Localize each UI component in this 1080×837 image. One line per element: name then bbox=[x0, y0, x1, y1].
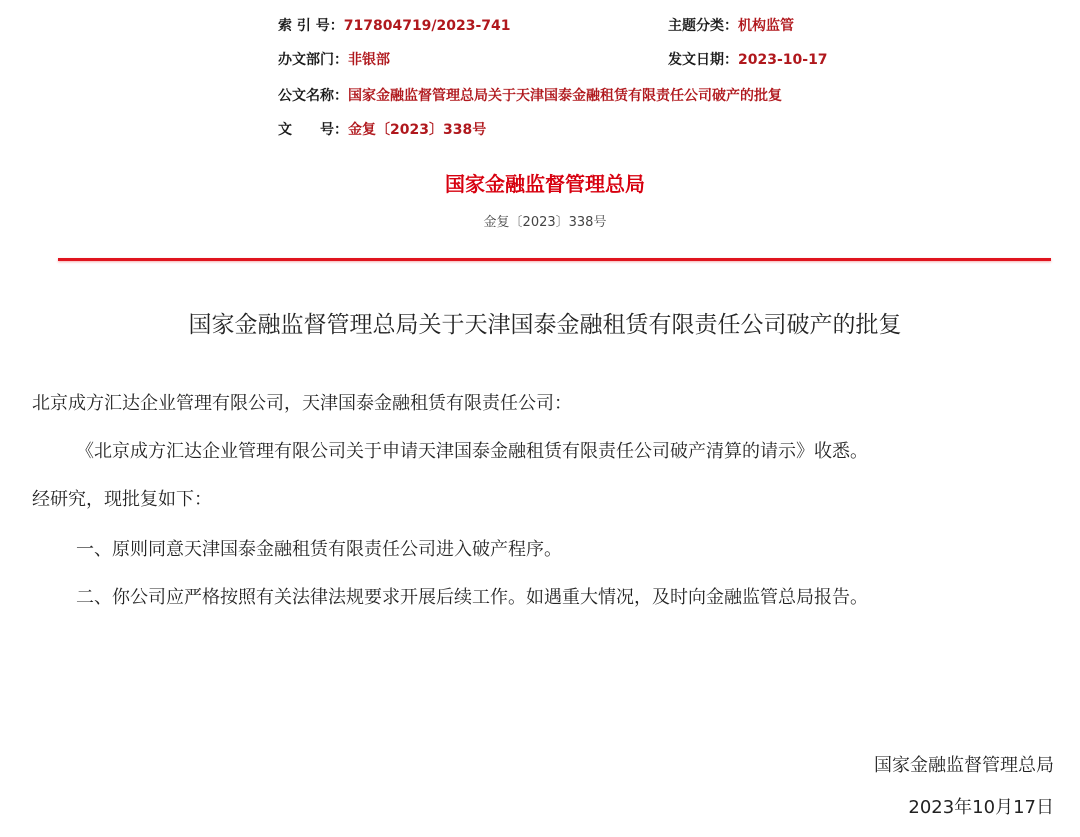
header-divider bbox=[58, 258, 1051, 261]
meta-date bbox=[668, 50, 828, 70]
meta-docno-value: 金复〔2023〕338号 bbox=[348, 122, 487, 138]
meta-topic bbox=[668, 16, 794, 36]
meta-topic-label: 主题分类： bbox=[668, 18, 738, 34]
meta-docno-label: 文 号： bbox=[278, 122, 348, 138]
document-title: 国家金融监督管理总局关于天津国泰金融租赁有限责任公司破产的批复 bbox=[188, 312, 902, 338]
issuer-heading: 国家金融监督管理总局 bbox=[445, 172, 645, 196]
signature-date: 2023年10月17日 bbox=[908, 797, 1054, 818]
meta-dept-label: 办文部门： bbox=[278, 52, 348, 68]
body-paragraph-line-1: 《北京成方汇达企业管理有限公司关于申请天津国泰金融租赁有限责任公司破产清算的请示》收悉。 bbox=[76, 441, 868, 462]
meta-name-label: 公文名称： bbox=[278, 88, 348, 104]
meta-topic-value: 机构监管 bbox=[738, 18, 794, 34]
meta-name bbox=[278, 86, 782, 106]
document-number: 金复〔2023〕338号 bbox=[483, 215, 607, 230]
meta-index-value: 717804719/2023-741 bbox=[343, 18, 511, 34]
meta-index bbox=[278, 16, 511, 36]
signature-organization: 国家金融监督管理总局 bbox=[874, 755, 1054, 776]
approval-item-2: 二、你公司应严格按照有关法律法规要求开展后续工作。如遇重大情况，及时向金融监管总局报告。 bbox=[76, 587, 868, 608]
meta-docno bbox=[278, 120, 486, 140]
meta-index-label: 索 引 号： bbox=[278, 18, 344, 34]
meta-date-label: 发文日期： bbox=[668, 52, 738, 68]
meta-dept bbox=[278, 50, 390, 70]
meta-dept-value: 非银部 bbox=[348, 52, 390, 68]
approval-item-1: 一、原则同意天津国泰金融租赁有限责任公司进入破产程序。 bbox=[76, 539, 562, 560]
meta-date-value: 2023-10-17 bbox=[738, 52, 828, 68]
body-paragraph-line-2: 经研究，现批复如下： bbox=[32, 489, 212, 510]
addressee-line: 北京成方汇达企业管理有限公司，天津国泰金融租赁有限责任公司： bbox=[32, 393, 572, 414]
meta-name-value: 国家金融监督管理总局关于天津国泰金融租赁有限责任公司破产的批复 bbox=[348, 88, 782, 104]
